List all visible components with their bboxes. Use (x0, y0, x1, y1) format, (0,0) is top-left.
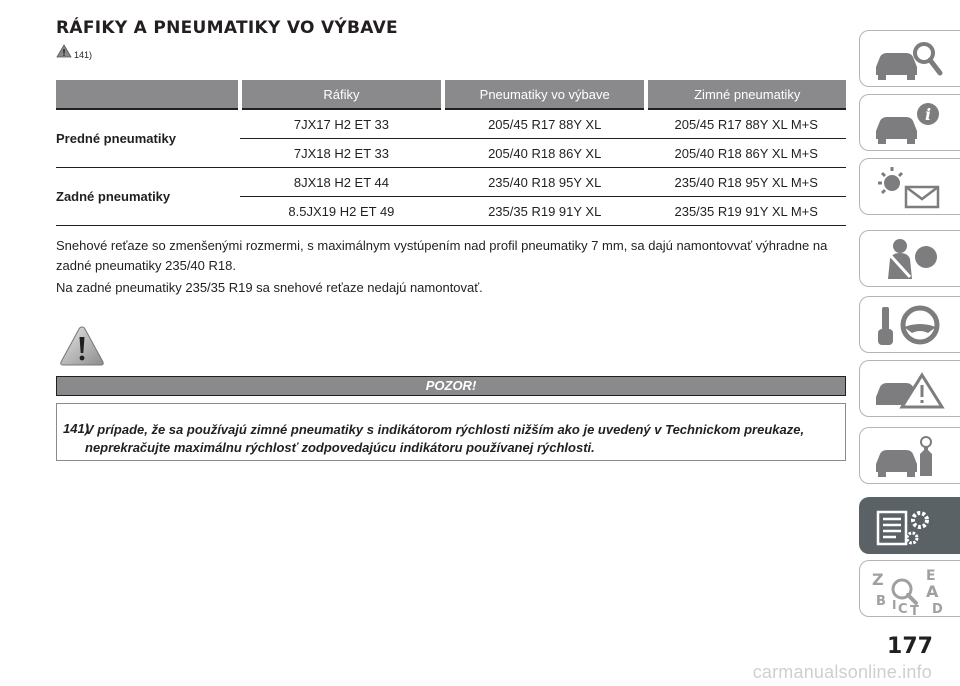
svg-text:A: A (926, 582, 939, 601)
svg-text:C: C (898, 602, 908, 615)
table-cell: 7JX18 H2 ET 33 (240, 139, 443, 168)
table-cell: 235/40 R18 95Y XL M+S (646, 168, 846, 197)
page-number: 177 (887, 634, 933, 659)
seatbelt-airbag-icon (868, 237, 948, 281)
table-cell: 235/35 R19 91Y XL M+S (646, 197, 846, 226)
table-cell: 235/35 R19 91Y XL (443, 197, 647, 226)
side-tab-starting-driving[interactable] (859, 296, 960, 353)
table-header-rims: Ráfiky (240, 80, 443, 109)
car-maintenance-icon (868, 434, 948, 478)
side-tab-car-search[interactable] (859, 30, 960, 87)
table-cell: 8.5JX19 H2 ET 49 (240, 197, 443, 226)
table-header-blank (56, 80, 240, 109)
table-cell: 205/45 R17 88Y XL M+S (646, 109, 846, 139)
table-cell: 205/40 R18 86Y XL (443, 139, 647, 168)
warning-lights-message-icon (868, 165, 948, 209)
note-text: V prípade, že sa používajú zimné pneumatiky s indikátorom rýchlosti nižším ako je uvedený v Technickom preukaze, neprekračujte maximálnu rýchlosť zodpovedajúcu indikátoru používanej rýchlosti. (85, 422, 805, 455)
side-tab-maintenance[interactable] (859, 427, 960, 484)
reference-number: 141) (74, 50, 93, 60)
table-cell: 7JX17 H2 ET 33 (240, 109, 443, 139)
alphabetical-index-icon (868, 567, 948, 615)
svg-text:E: E (926, 568, 936, 584)
page-title: RÁFIKY A PNEUMATIKY VO VÝBAVE (56, 18, 398, 38)
svg-text:Z: Z (872, 570, 884, 589)
table-header-standard-tyres: Pneumatiky vo výbave (443, 80, 647, 109)
svg-text:i: i (924, 105, 932, 124)
warning-heading: POZOR! (56, 376, 846, 396)
svg-text:I: I (892, 598, 897, 612)
technical-data-icon (868, 504, 948, 548)
table-row (56, 168, 846, 197)
side-tab-car-info[interactable] (859, 94, 960, 151)
car-emergency-icon (868, 367, 948, 411)
small-warning-icon (56, 44, 72, 58)
side-tab-safety[interactable] (859, 230, 960, 287)
note-number: 141) (63, 421, 90, 436)
side-tab-emergency[interactable] (859, 360, 960, 417)
table-cell: 235/40 R18 95Y XL (443, 168, 647, 197)
row-label-rear: Zadné pneumatiky (56, 168, 240, 226)
watermark: carmanualsonline.info (752, 662, 932, 682)
table-row (56, 109, 846, 139)
row-label-front: Predné pneumatiky (56, 109, 240, 168)
svg-text:B: B (876, 594, 886, 609)
table-cell: 8JX18 H2 ET 44 (240, 168, 443, 197)
table-cell: 205/40 R18 86Y XL M+S (646, 139, 846, 168)
car-search-icon (868, 37, 948, 81)
warning-triangle-icon (58, 324, 106, 368)
side-tab-technical-data[interactable] (859, 497, 960, 554)
side-tab-index[interactable] (859, 560, 960, 617)
table-header-winter-tyres: Zimné pneumatiky (646, 80, 846, 109)
snow-chains-note: Na zadné pneumatiky 235/35 R19 sa snehové reťaze nedajú namontovať. (56, 280, 483, 295)
warning-note-box (56, 403, 846, 461)
key-steering-wheel-icon (868, 303, 948, 347)
side-tab-warning-lights[interactable] (859, 158, 960, 215)
snow-chains-paragraph: Snehové reťaze so zmenšenými rozmermi, s maximálnym vystúpením nad profil pneumatiky 7 mm, sa dajú namontovvať výhradne na zadné pneumatiky 235/40 R18. (56, 238, 828, 273)
table-cell: 205/45 R17 88Y XL (443, 109, 647, 139)
car-info-icon (868, 101, 948, 145)
wheels-tyres-table (56, 80, 846, 226)
svg-text:D: D (932, 602, 943, 615)
svg-text:T: T (910, 604, 919, 615)
